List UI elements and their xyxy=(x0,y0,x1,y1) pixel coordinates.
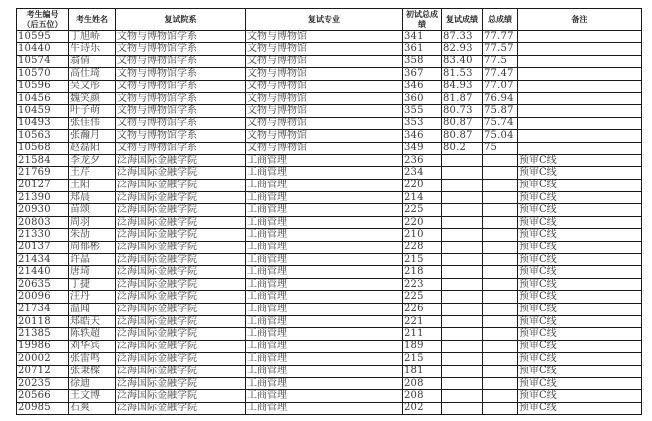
retest-score-cell: 80.73 xyxy=(442,105,483,117)
initial-score-cell: 215 xyxy=(403,254,442,266)
candidate-name-cell: 王芹 xyxy=(69,167,116,179)
table-row xyxy=(17,390,642,402)
initial-score-cell: 360 xyxy=(403,92,442,104)
department-cell: 泛海国际金融学院 xyxy=(116,167,246,179)
note-cell: 预审C线 xyxy=(518,291,642,303)
candidate-name-cell: 朱劼 xyxy=(69,229,116,241)
major-cell: 工商管理 xyxy=(246,179,403,191)
major-cell: 文物与博物馆 xyxy=(246,92,403,104)
major-cell: 工商管理 xyxy=(246,254,403,266)
note-cell xyxy=(518,80,642,92)
major-cell: 工商管理 xyxy=(246,377,403,389)
total-score-cell xyxy=(483,254,518,266)
total-score-cell: 77.07 xyxy=(483,80,518,92)
initial-score-cell: 367 xyxy=(403,68,442,80)
total-score-cell: 75 xyxy=(483,142,518,154)
major-cell: 工商管理 xyxy=(246,402,403,414)
header-row xyxy=(17,9,642,31)
major-cell: 工商管理 xyxy=(246,154,403,166)
initial-score-cell: 358 xyxy=(403,55,442,67)
note-cell: 预审C线 xyxy=(518,154,642,166)
candidate-name-cell: 张雷鸣 xyxy=(69,353,116,365)
note-cell xyxy=(518,142,642,154)
total-score-cell xyxy=(483,278,518,290)
major-cell: 工商管理 xyxy=(246,315,403,327)
candidate-name-cell: 赵磊阳 xyxy=(69,142,116,154)
candidate-name-cell: 石爽 xyxy=(69,402,116,414)
initial-score-cell: 236 xyxy=(403,154,442,166)
header-id-line2: （后五位） xyxy=(22,19,63,29)
table-row xyxy=(17,315,642,327)
candidate-id-cell: 21440 xyxy=(17,266,69,278)
retest-score-cell xyxy=(442,204,483,216)
initial-score-cell: 211 xyxy=(403,328,442,340)
initial-score-cell: 220 xyxy=(403,216,442,228)
table-row xyxy=(17,55,642,67)
note-cell: 预审C线 xyxy=(518,229,642,241)
major-cell: 工商管理 xyxy=(246,340,403,352)
retest-score-cell xyxy=(442,402,483,414)
note-cell xyxy=(518,31,642,43)
initial-score-cell: 355 xyxy=(403,105,442,117)
table-row xyxy=(17,130,642,142)
initial-score-cell: 208 xyxy=(403,390,442,402)
table-row xyxy=(17,105,642,117)
header-total-score: 总成绩 xyxy=(483,9,518,31)
department-cell: 泛海国际金融学院 xyxy=(116,353,246,365)
note-cell: 预审C线 xyxy=(518,365,642,377)
department-cell: 泛海国际金融学院 xyxy=(116,278,246,290)
note-cell: 预审C线 xyxy=(518,377,642,389)
total-score-cell: 75.04 xyxy=(483,130,518,142)
candidate-id-cell: 20985 xyxy=(17,402,69,414)
candidate-name-cell: 周羽 xyxy=(69,216,116,228)
candidate-name-cell: 郑皓天 xyxy=(69,315,116,327)
major-cell: 工商管理 xyxy=(246,353,403,365)
major-cell: 文物与博物馆 xyxy=(246,105,403,117)
table-row xyxy=(17,340,642,352)
table-row xyxy=(17,31,642,43)
total-score-cell xyxy=(483,328,518,340)
major-cell: 工商管理 xyxy=(246,241,403,253)
candidate-id-cell: 20127 xyxy=(17,179,69,191)
initial-score-cell: 221 xyxy=(403,315,442,327)
note-cell xyxy=(518,130,642,142)
note-cell: 预审C线 xyxy=(518,315,642,327)
initial-score-cell: 208 xyxy=(403,377,442,389)
candidate-name-cell: 王文博 xyxy=(69,390,116,402)
retest-score-cell xyxy=(442,241,483,253)
candidate-id-cell: 10456 xyxy=(17,92,69,104)
note-cell xyxy=(518,92,642,104)
header-initial-line2: 绩 xyxy=(418,19,426,29)
candidate-name-cell: 王阳 xyxy=(69,179,116,191)
note-cell: 预审C线 xyxy=(518,353,642,365)
note-cell: 预审C线 xyxy=(518,204,642,216)
total-score-cell xyxy=(483,154,518,166)
department-cell: 泛海国际金融学院 xyxy=(116,303,246,315)
score-table xyxy=(16,8,642,415)
candidate-name-cell: 张秉樑 xyxy=(69,365,116,377)
note-cell: 预审C线 xyxy=(518,328,642,340)
candidate-id-cell: 20002 xyxy=(17,353,69,365)
total-score-cell xyxy=(483,216,518,228)
department-cell: 文物与博物馆学系 xyxy=(116,55,246,67)
department-cell: 泛海国际金融学院 xyxy=(116,179,246,191)
candidate-id-cell: 20137 xyxy=(17,241,69,253)
total-score-cell xyxy=(483,167,518,179)
total-score-cell xyxy=(483,179,518,191)
candidate-id-cell: 21769 xyxy=(17,167,69,179)
major-cell: 工商管理 xyxy=(246,328,403,340)
initial-score-cell: 223 xyxy=(403,278,442,290)
table-row xyxy=(17,303,642,315)
initial-score-cell: 349 xyxy=(403,142,442,154)
department-cell: 泛海国际金融学院 xyxy=(116,192,246,204)
table-body xyxy=(17,31,642,415)
department-cell: 泛海国际金融学院 xyxy=(116,241,246,253)
note-cell xyxy=(518,55,642,67)
initial-score-cell: 226 xyxy=(403,303,442,315)
table-row xyxy=(17,117,642,129)
candidate-id-cell: 10563 xyxy=(17,130,69,142)
candidate-name-cell: 吴文彤 xyxy=(69,80,116,92)
note-cell xyxy=(518,43,642,55)
retest-score-cell: 81.53 xyxy=(442,68,483,80)
table-row xyxy=(17,353,642,365)
candidate-name-cell: 翁倩 xyxy=(69,55,116,67)
table-row xyxy=(17,241,642,253)
total-score-cell: 77.57 xyxy=(483,43,518,55)
candidate-id-cell: 10493 xyxy=(17,117,69,129)
retest-score-cell xyxy=(442,167,483,179)
candidate-name-cell: 徐迪 xyxy=(69,377,116,389)
department-cell: 泛海国际金融学院 xyxy=(116,315,246,327)
retest-score-cell: 81.87 xyxy=(442,92,483,104)
total-score-cell: 75.74 xyxy=(483,117,518,129)
major-cell: 文物与博物馆 xyxy=(246,142,403,154)
candidate-id-cell: 21584 xyxy=(17,154,69,166)
initial-score-cell: 220 xyxy=(403,179,442,191)
major-cell: 工商管理 xyxy=(246,192,403,204)
total-score-cell xyxy=(483,315,518,327)
candidate-name-cell: 叶子萌 xyxy=(69,105,116,117)
retest-score-cell: 82.93 xyxy=(442,43,483,55)
major-cell: 工商管理 xyxy=(246,390,403,402)
department-cell: 泛海国际金融学院 xyxy=(116,254,246,266)
table-row xyxy=(17,167,642,179)
retest-score-cell xyxy=(442,340,483,352)
initial-score-cell: 341 xyxy=(403,31,442,43)
major-cell: 工商管理 xyxy=(246,291,403,303)
candidate-name-cell: 周郁彬 xyxy=(69,241,116,253)
total-score-cell: 77.5 xyxy=(483,55,518,67)
candidate-name-cell: 许晶 xyxy=(69,254,116,266)
candidate-id-cell: 10459 xyxy=(17,105,69,117)
retest-score-cell xyxy=(442,154,483,166)
candidate-name-cell: 李龙夕 xyxy=(69,154,116,166)
candidate-id-cell: 10596 xyxy=(17,80,69,92)
table-row xyxy=(17,192,642,204)
major-cell: 文物与博物馆 xyxy=(246,31,403,43)
department-cell: 泛海国际金融学院 xyxy=(116,365,246,377)
retest-score-cell: 80.87 xyxy=(442,117,483,129)
candidate-id-cell: 10574 xyxy=(17,55,69,67)
table-row xyxy=(17,92,642,104)
total-score-cell: 75.87 xyxy=(483,105,518,117)
note-cell: 预审C线 xyxy=(518,192,642,204)
candidate-name-cell: 唐琦 xyxy=(69,266,116,278)
table-row xyxy=(17,402,642,414)
department-cell: 泛海国际金融学院 xyxy=(116,229,246,241)
header-initial-line1: 初试总成 xyxy=(406,9,438,19)
major-cell: 工商管理 xyxy=(246,229,403,241)
retest-score-cell: 84.93 xyxy=(442,80,483,92)
candidate-name-cell: 郑晨 xyxy=(69,192,116,204)
table-row xyxy=(17,154,642,166)
initial-score-cell: 215 xyxy=(403,353,442,365)
initial-score-cell: 189 xyxy=(403,340,442,352)
candidate-id-cell: 21385 xyxy=(17,328,69,340)
major-cell: 文物与博物馆 xyxy=(246,43,403,55)
table-row xyxy=(17,68,642,80)
department-cell: 泛海国际金融学院 xyxy=(116,291,246,303)
department-cell: 泛海国际金融学院 xyxy=(116,377,246,389)
department-cell: 文物与博物馆学系 xyxy=(116,80,246,92)
initial-score-cell: 361 xyxy=(403,43,442,55)
department-cell: 泛海国际金融学院 xyxy=(116,154,246,166)
retest-score-cell xyxy=(442,315,483,327)
retest-score-cell: 80.87 xyxy=(442,130,483,142)
header-note: 备注 xyxy=(518,9,642,31)
initial-score-cell: 218 xyxy=(403,266,442,278)
department-cell: 泛海国际金融学院 xyxy=(116,402,246,414)
total-score-cell xyxy=(483,192,518,204)
total-score-cell xyxy=(483,266,518,278)
total-score-cell xyxy=(483,303,518,315)
candidate-name-cell: 丁旭峤 xyxy=(69,31,116,43)
candidate-id-cell: 20096 xyxy=(17,291,69,303)
note-cell: 预审C线 xyxy=(518,167,642,179)
initial-score-cell: 346 xyxy=(403,130,442,142)
department-cell: 文物与博物馆学系 xyxy=(116,43,246,55)
total-score-cell xyxy=(483,377,518,389)
candidate-id-cell: 19986 xyxy=(17,340,69,352)
initial-score-cell: 346 xyxy=(403,80,442,92)
note-cell xyxy=(518,117,642,129)
candidate-name-cell: 张佳伟 xyxy=(69,117,116,129)
table-row xyxy=(17,80,642,92)
candidate-name-cell: 汪丹 xyxy=(69,291,116,303)
initial-score-cell: 210 xyxy=(403,229,442,241)
note-cell: 预审C线 xyxy=(518,254,642,266)
note-cell: 预审C线 xyxy=(518,179,642,191)
table-row xyxy=(17,328,642,340)
major-cell: 文物与博物馆 xyxy=(246,130,403,142)
total-score-cell xyxy=(483,340,518,352)
header-initial-score xyxy=(403,9,442,31)
department-cell: 泛海国际金融学院 xyxy=(116,340,246,352)
major-cell: 工商管理 xyxy=(246,278,403,290)
note-cell: 预审C线 xyxy=(518,402,642,414)
retest-score-cell xyxy=(442,192,483,204)
department-cell: 泛海国际金融学院 xyxy=(116,204,246,216)
retest-score-cell xyxy=(442,365,483,377)
total-score-cell xyxy=(483,353,518,365)
department-cell: 泛海国际金融学院 xyxy=(116,328,246,340)
note-cell: 预审C线 xyxy=(518,303,642,315)
table-row xyxy=(17,179,642,191)
initial-score-cell: 225 xyxy=(403,204,442,216)
candidate-name-cell: 陈轶超 xyxy=(69,328,116,340)
major-cell: 文物与博物馆 xyxy=(246,68,403,80)
candidate-name-cell: 苗颂 xyxy=(69,204,116,216)
header-retest-score: 复试成绩 xyxy=(442,9,483,31)
initial-score-cell: 353 xyxy=(403,117,442,129)
candidate-id-cell: 10568 xyxy=(17,142,69,154)
candidate-id-cell: 21434 xyxy=(17,254,69,266)
retest-score-cell xyxy=(442,390,483,402)
header-candidate-name: 考生姓名 xyxy=(69,9,116,31)
major-cell: 文物与博物馆 xyxy=(246,80,403,92)
major-cell: 工商管理 xyxy=(246,204,403,216)
total-score-cell xyxy=(483,241,518,253)
candidate-id-cell: 20712 xyxy=(17,365,69,377)
initial-score-cell: 225 xyxy=(403,291,442,303)
retest-score-cell xyxy=(442,229,483,241)
retest-score-cell: 83.40 xyxy=(442,55,483,67)
note-cell: 预审C线 xyxy=(518,241,642,253)
retest-score-cell: 87.33 xyxy=(442,31,483,43)
total-score-cell xyxy=(483,291,518,303)
candidate-id-cell: 20803 xyxy=(17,216,69,228)
table-row xyxy=(17,216,642,228)
candidate-id-cell: 10440 xyxy=(17,43,69,55)
table-row xyxy=(17,266,642,278)
note-cell xyxy=(518,105,642,117)
total-score-cell: 77.47 xyxy=(483,68,518,80)
candidate-id-cell: 20566 xyxy=(17,390,69,402)
candidate-id-cell: 10595 xyxy=(17,31,69,43)
table-row xyxy=(17,278,642,290)
major-cell: 工商管理 xyxy=(246,216,403,228)
retest-score-cell xyxy=(442,216,483,228)
department-cell: 文物与博物馆学系 xyxy=(116,31,246,43)
candidate-name-cell: 张瀚月 xyxy=(69,130,116,142)
department-cell: 泛海国际金融学院 xyxy=(116,266,246,278)
total-score-cell xyxy=(483,204,518,216)
department-cell: 文物与博物馆学系 xyxy=(116,68,246,80)
note-cell: 预审C线 xyxy=(518,278,642,290)
retest-score-cell xyxy=(442,254,483,266)
initial-score-cell: 214 xyxy=(403,192,442,204)
note-cell xyxy=(518,68,642,80)
department-cell: 泛海国际金融学院 xyxy=(116,390,246,402)
department-cell: 文物与博物馆学系 xyxy=(116,142,246,154)
retest-score-cell xyxy=(442,266,483,278)
major-cell: 工商管理 xyxy=(246,167,403,179)
table-row xyxy=(17,377,642,389)
retest-score-cell xyxy=(442,278,483,290)
table-row xyxy=(17,254,642,266)
candidate-name-cell: 丁捷 xyxy=(69,278,116,290)
candidate-id-cell: 21390 xyxy=(17,192,69,204)
total-score-cell xyxy=(483,402,518,414)
header-id-line1: 考生编号 xyxy=(26,9,59,19)
candidate-id-cell: 21734 xyxy=(17,303,69,315)
table-row xyxy=(17,43,642,55)
note-cell: 预审C线 xyxy=(518,266,642,278)
total-score-cell: 77.77 xyxy=(483,31,518,43)
initial-score-cell: 234 xyxy=(403,167,442,179)
initial-score-cell: 181 xyxy=(403,365,442,377)
candidate-name-cell: 高仕琦 xyxy=(69,68,116,80)
department-cell: 文物与博物馆学系 xyxy=(116,117,246,129)
department-cell: 文物与博物馆学系 xyxy=(116,92,246,104)
header-candidate-id xyxy=(17,9,69,31)
total-score-cell xyxy=(483,229,518,241)
department-cell: 文物与博物馆学系 xyxy=(116,130,246,142)
candidate-name-cell: 温闻 xyxy=(69,303,116,315)
major-cell: 文物与博物馆 xyxy=(246,55,403,67)
candidate-name-cell: 魏笑颜 xyxy=(69,92,116,104)
department-cell: 泛海国际金融学院 xyxy=(116,216,246,228)
initial-score-cell: 228 xyxy=(403,241,442,253)
table-row xyxy=(17,365,642,377)
initial-score-cell: 202 xyxy=(403,402,442,414)
department-cell: 文物与博物馆学系 xyxy=(116,105,246,117)
retest-score-cell xyxy=(442,291,483,303)
candidate-id-cell: 21330 xyxy=(17,229,69,241)
note-cell: 预审C线 xyxy=(518,216,642,228)
retest-score-cell xyxy=(442,179,483,191)
candidate-name-cell: 刘华宾 xyxy=(69,340,116,352)
candidate-id-cell: 10570 xyxy=(17,68,69,80)
major-cell: 工商管理 xyxy=(246,266,403,278)
header-retest-major: 复试专业 xyxy=(246,9,403,31)
header-retest-department: 复试院系 xyxy=(116,9,246,31)
major-cell: 文物与博物馆 xyxy=(246,117,403,129)
candidate-id-cell: 20635 xyxy=(17,278,69,290)
table-row xyxy=(17,142,642,154)
table-row xyxy=(17,291,642,303)
candidate-id-cell: 20235 xyxy=(17,377,69,389)
total-score-cell xyxy=(483,390,518,402)
total-score-cell: 76.94 xyxy=(483,92,518,104)
candidate-id-cell: 20930 xyxy=(17,204,69,216)
note-cell: 预审C线 xyxy=(518,390,642,402)
retest-score-cell xyxy=(442,353,483,365)
major-cell: 工商管理 xyxy=(246,303,403,315)
candidate-name-cell: 牛诗乐 xyxy=(69,43,116,55)
table-row xyxy=(17,229,642,241)
retest-score-cell xyxy=(442,377,483,389)
table-row xyxy=(17,204,642,216)
candidate-id-cell: 20118 xyxy=(17,315,69,327)
retest-score-cell: 80.2 xyxy=(442,142,483,154)
retest-score-cell xyxy=(442,303,483,315)
retest-score-cell xyxy=(442,328,483,340)
major-cell: 工商管理 xyxy=(246,365,403,377)
note-cell: 预审C线 xyxy=(518,340,642,352)
total-score-cell xyxy=(483,365,518,377)
